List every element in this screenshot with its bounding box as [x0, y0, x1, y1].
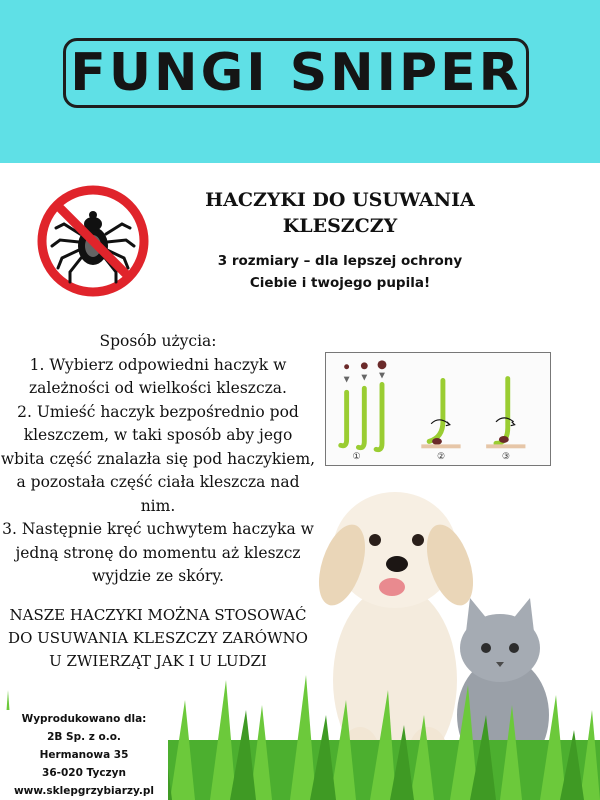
header-banner [0, 0, 600, 163]
usage-step: 2. Umieść haczyk bezpośrednio pod kleszczem, w taki sposób aby jego wbita część znalazła się pod haczykiem, a pozostała część ciała kleszcza nad nim. [0, 402, 316, 515]
diagram-step-label: ② [436, 452, 445, 463]
hook-usage-diagram [325, 352, 551, 466]
usage-notice: NASZE HACZYKI MOŻNA STOSOWAĆ DO USUWANIA KLESZCZY ZARÓWNO U ZWIERZĄT JAK I U LUDZI [8, 606, 308, 670]
no-tick-icon [36, 184, 150, 298]
manufacturer-city: 36-020 Tyczyn [42, 767, 126, 779]
usage-heading: Sposób użycia: [99, 332, 217, 350]
usage-step: 3. Następnie kręć uchwytem haczyka w jedną stronę do momentu aż kleszcz wyjdzie ze skóry. [2, 520, 314, 585]
diagram-step-label: ① [352, 452, 361, 463]
usage-step: 1. Wybierz odpowiedni haczyk w zależności od wielkości kleszcza. [29, 355, 287, 397]
page-title: HACZYKI DO USUWANIA KLESZCZY [205, 189, 475, 237]
manufacturer-company: 2B Sp. z o.o. [47, 731, 121, 743]
manufacturer-website: www.sklepgrzybiarzy.pl [13, 785, 154, 797]
diagram-step-label: ③ [501, 452, 510, 463]
manufacturer-street: Hermanowa 35 [39, 749, 129, 761]
brand-logo [63, 38, 529, 108]
brand-name: FUNGI SNIPER [70, 43, 522, 103]
manufacturer-label: Wyprodukowano dla: [21, 713, 147, 725]
usage-instructions [0, 330, 316, 589]
subtitle: 3 rozmiary – dla lepszej ochrony Ciebie i twojego pupila! [217, 253, 463, 291]
manufacturer-info [0, 710, 168, 800]
